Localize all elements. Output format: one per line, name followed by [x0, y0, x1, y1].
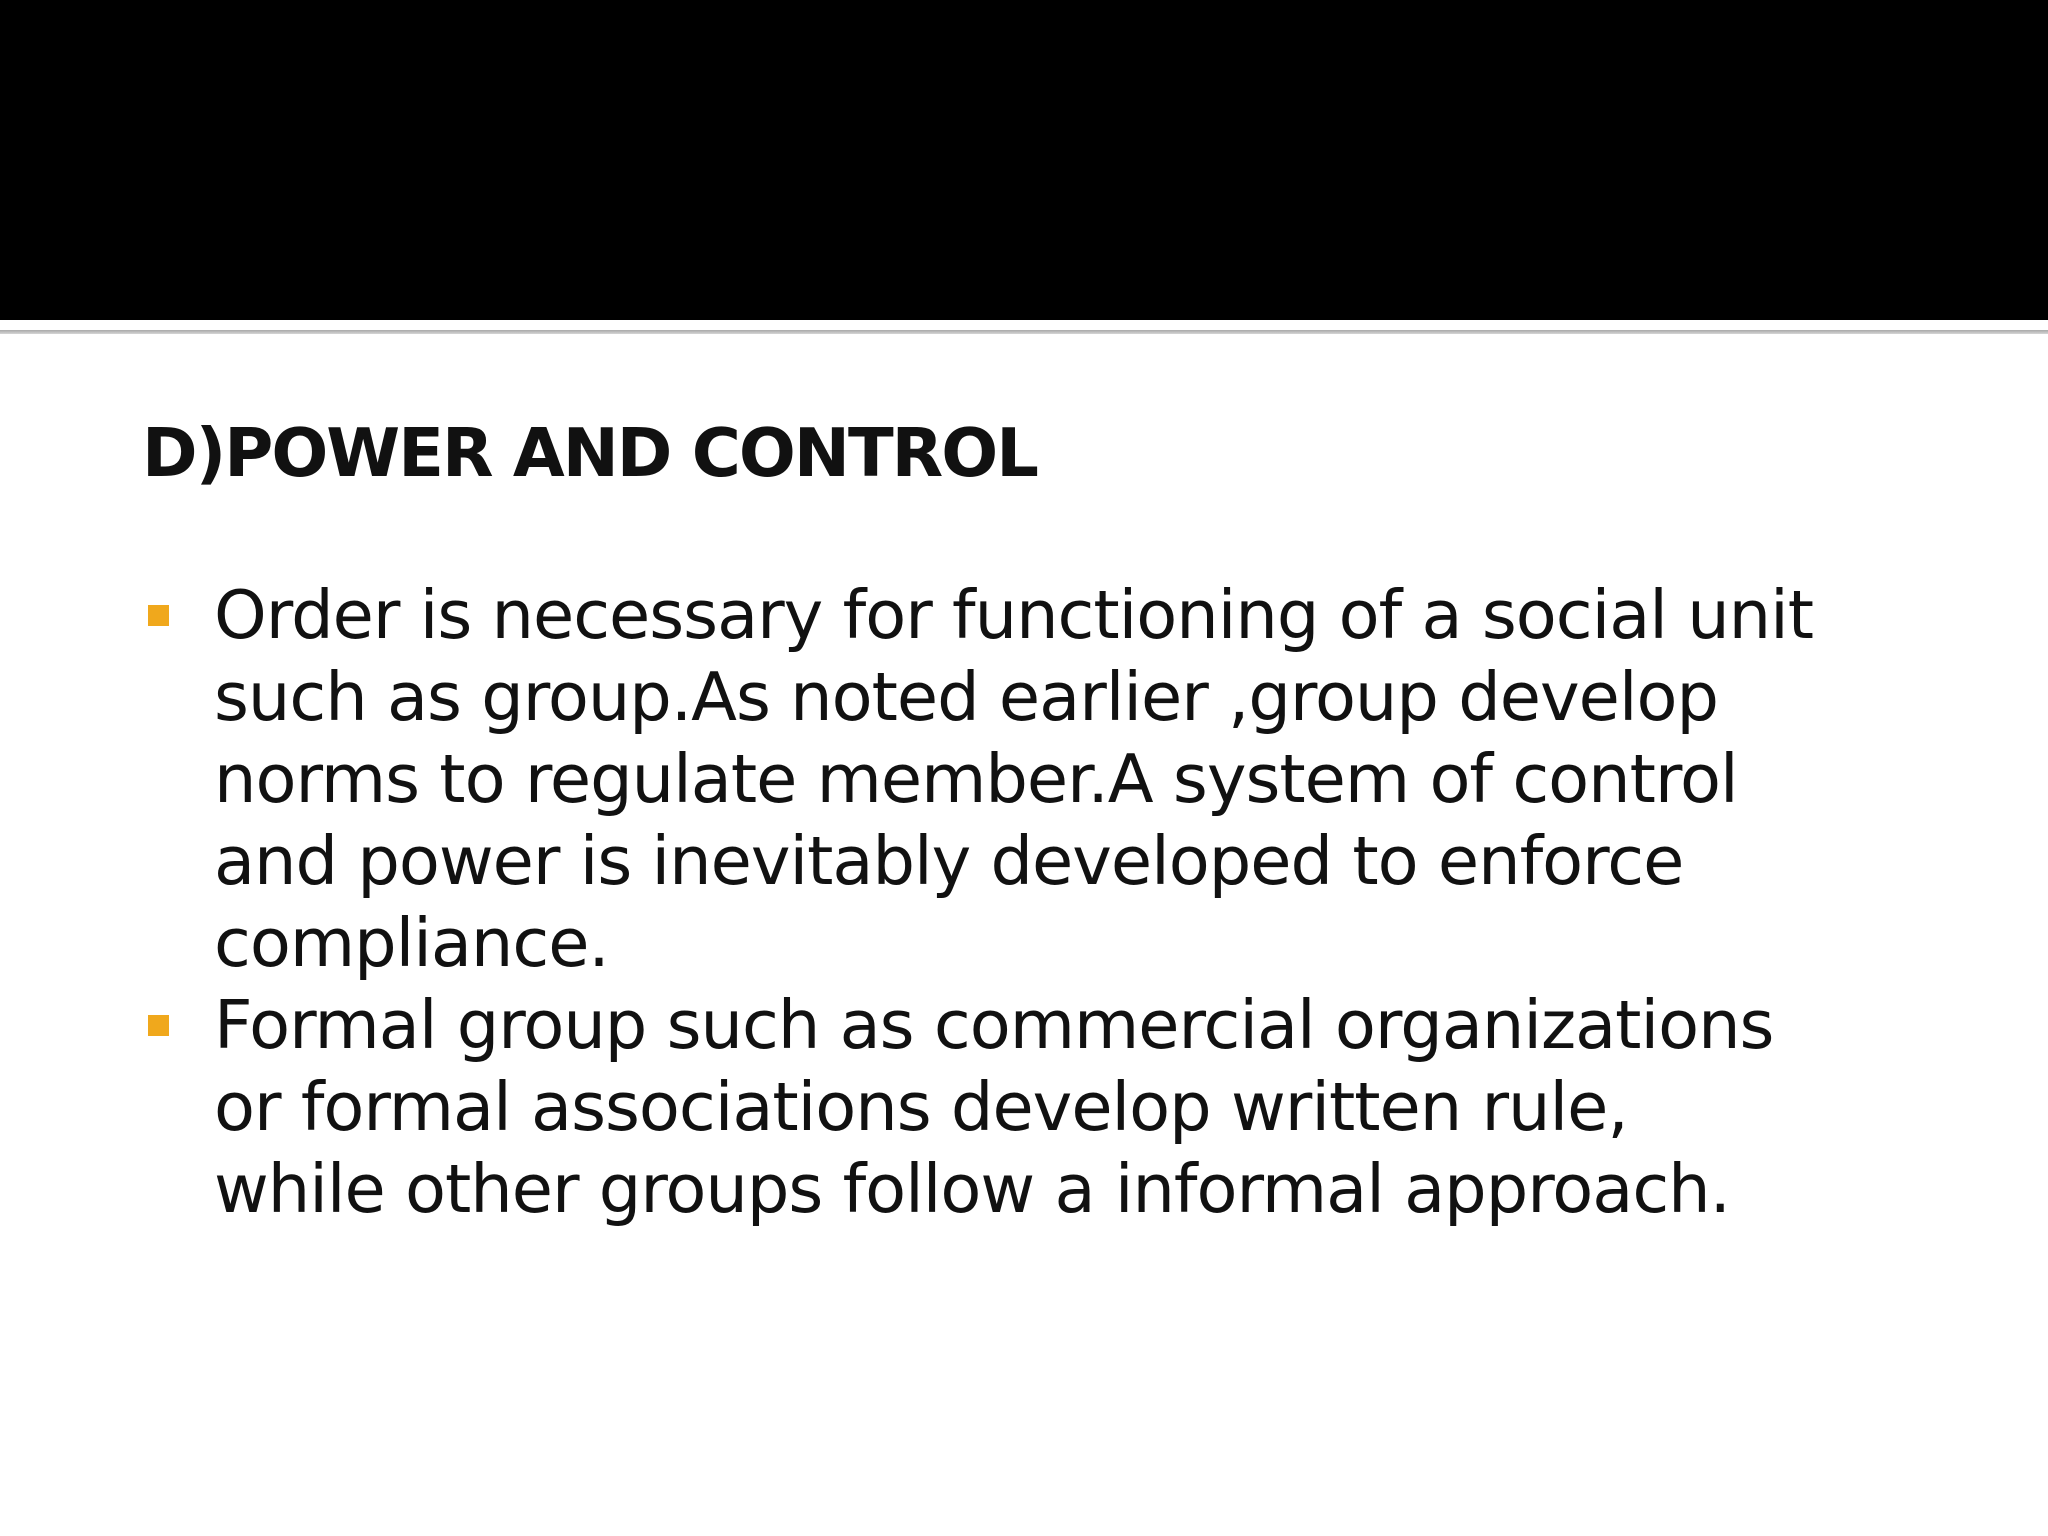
bullet-text-line: and power is inevitably developed to enforce: [214, 822, 1684, 900]
title-band: [0, 0, 2048, 320]
divider-line: [0, 330, 2048, 334]
bullet-text-line: Formal group such as commercial organizations: [214, 986, 1774, 1064]
bullet-text-line: while other groups follow a informal approach.: [214, 1150, 1730, 1228]
bullet-text-line: norms to regulate member.A system of control: [214, 740, 1738, 818]
bullet-item: [142, 574, 1942, 984]
bullet-list: [142, 574, 1942, 1230]
bullet-item: [142, 984, 1942, 1230]
bullet-text-line: Order is necessary for functioning of a social unit: [214, 576, 1814, 654]
square-bullet-icon: [148, 605, 169, 626]
bullet-text-line: or formal associations develop written rule,: [214, 1068, 1628, 1146]
bullet-text-line: such as group.As noted earlier ,group develop: [214, 658, 1718, 736]
slide-heading: D)POWER AND CONTROL: [142, 414, 1037, 492]
bullet-text-line: compliance.: [214, 904, 609, 982]
square-bullet-icon: [148, 1015, 169, 1036]
